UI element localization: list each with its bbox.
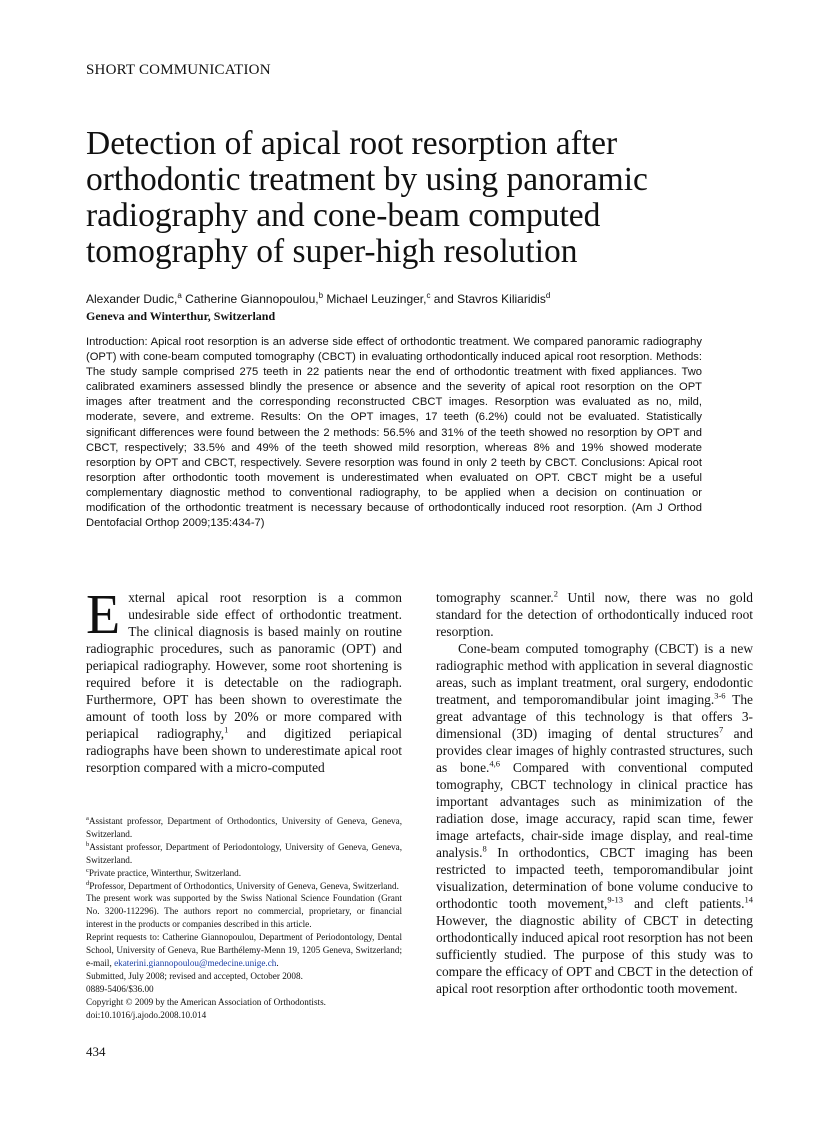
author-affiliation-mark: a: [177, 291, 182, 300]
citation: 7: [718, 724, 724, 735]
section-label: SHORT COMMUNICATION: [86, 62, 271, 78]
body-column-left: [86, 584, 402, 776]
title-line: orthodontic treatment by using panoramic: [86, 161, 648, 198]
funding-note: The present work was supported by the Swiss National Science Foundation (Grant No. 3200-112296). The authors report no commercial, proprietary, or financial interest in the products or companies described in this article.: [86, 893, 402, 930]
footnote-text: Assistant professor, Department of Orthodontics, University of Geneva, Geneva, Switzerland.: [86, 816, 402, 839]
text-run: Until now, there was no gold standard for the detection of orthodontically induced root resorption.: [436, 590, 754, 639]
text-run: xternal apical root resorption is a common undesirable side effect of orthodontic treatment. The clinical diagnosis is based mainly on routine radiographic procedures, such as panoramic (OPT) and periapical radiography. However, some root shortening is required before it is detectable on the radiograph. Furthermore, OPT has been shown to overestimate the amount of tooth loss by 20% or more compared with periapical radiography,: [86, 590, 402, 741]
footnote-mark: d: [86, 879, 90, 887]
text-run: Compared with conventional computed tomography, CBCT technology in clinical practice has important advantages such as minimization of the radiation dose, image accuracy, rapid scan time, fewer image artefacts, chair-side image display, and real-time analysis.: [436, 760, 753, 860]
text-run: However, the diagnostic ability of CBCT in detecting orthodontically induced apical root resorption has not been sufficiently studied. The purpose of this study was to compare the efficacy of OPT and CBCT in the detection of apical root resorption after orthodontic tooth movement.: [436, 913, 753, 996]
author-name: Michael Leuzinger,: [323, 292, 427, 306]
paragraph: [436, 589, 753, 640]
paragraph: [436, 640, 753, 997]
affiliation: Geneva and Winterthur, Switzerland: [86, 309, 276, 323]
footnote: [86, 815, 402, 841]
citation: 1: [224, 724, 229, 735]
text-run: In orthodontics, CBCT imaging has been restricted to impacted teeth, temporomandibular joint visualization, determination of bone volume conducive to orthodontic tooth movement,: [436, 845, 753, 911]
citation: 14: [744, 894, 753, 905]
footnote-mark: c: [86, 866, 89, 874]
abstract: Introduction: Apical root resorption is an adverse side effect of orthodontic treatment. We compared panoramic radiography (OPT) with cone-beam computed tomography (CBCT) in evaluating orthodontically induced apical root resorption. Methods: The study sample comprised 275 teeth in 22 patients near the end of orthodontic treatment with fixed appliances. Two calibrated examiners assessed blindly the presence or absence and the severity of apical root resorption on the OPT images after treatment and the corresponding reconstructed CBCT images. Resorption was evaluated as no, mild, moderate, severe, and extreme. Results: On the OPT images, 17 teeth (6.2%) could not be evaluated. Statistically significant differences were found between the 2 methods: 56.5% and 31% of the teeth showed no resorption by OPT and CBCT, respectively; 33.5% and 49% of the teeth showed mild resorption, whereas 8% and 19% showed moderate resorption by OPT and CBCT, respectively. Severe resorption was found in only 2 teeth by CBCT. Conclusions: Apical root resorption after orthodontic tooth movement is underestimated when evaluated on OPT. CBCT might be a useful complementary diagnostic method to conventional radiography, to be applied when a decision on continuation or modification of the orthodontic treatment is necessary because of orthodontically induced root resorption. (Am J Orthod Dentofacial Orthop 2009;135:434-7): [86, 336, 702, 530]
page-number: 434: [86, 1044, 106, 1059]
text-run: The great advantage of this technology is that offers 3-dimensional (3D) imaging of dental structures: [436, 692, 753, 741]
title-line: radiography and cone-beam computed: [86, 197, 601, 234]
footnote-text: Private practice, Winterthur, Switzerland.: [88, 867, 242, 878]
footnote: [86, 867, 402, 880]
author-name: Catherine Giannopoulou,: [181, 292, 319, 306]
body-column-right: [436, 589, 753, 997]
citation: 4,6: [489, 758, 501, 769]
author-name: and Stavros Kiliaridis: [430, 292, 546, 306]
issn: 0889-5406/$36.00: [86, 983, 154, 994]
citation: 2: [553, 588, 558, 599]
title-line: tomography of super-high resolution: [86, 233, 578, 270]
email-link[interactable]: ekaterini.giannopoulou@medecine.unige.ch: [114, 957, 277, 968]
footnote: [86, 880, 402, 893]
author-name: Alexander Dudic,: [86, 292, 178, 306]
footnote-text: Reprint requests to: Catherine Giannopoulou, Department of Periodontology, Dental School, University of Geneva, Rue Barthélemy-Menn 19, 1205 Geneva, Switzerland; e-mail,: [86, 932, 402, 968]
citation: 9-13: [607, 894, 623, 905]
doi: doi:10.1016/j.ajodo.2008.10.014: [86, 1009, 207, 1020]
footnote-mark: a: [86, 814, 89, 822]
text-run: and digitized periapical radiographs have been shown to underestimate apical root resorption compared with a micro-computed: [86, 726, 402, 775]
author-affiliation-mark: c: [426, 291, 431, 300]
title-line: Detection of apical root resorption after: [86, 125, 618, 162]
footnote-text: Assistant professor, Department of Periodontology, University of Geneva, Geneva, Switzerland.: [86, 841, 402, 865]
footnote-text: Professor, Department of Orthodontics, University of Geneva, Geneva, Switzerland.: [89, 880, 399, 891]
citation: 8: [482, 843, 487, 854]
drop-cap: E: [86, 584, 121, 646]
text-run: and cleft patients.: [622, 896, 745, 911]
footnote-text: .: [276, 957, 279, 968]
footnote-mark: b: [86, 840, 90, 848]
text-run: tomography scanner.: [436, 590, 554, 605]
reprint-note: [86, 931, 402, 970]
intro-paragraph: [86, 584, 402, 776]
copyright: Copyright © 2009 by the American Association of Orthodontists.: [86, 996, 326, 1007]
text-run: Cone-beam computed tomography (CBCT) is a new radiographic method with application in several diagnostic areas, such as implant treatment, oral surgery, endodontic treatment, and temporomandibular joint imaging.: [436, 641, 753, 707]
author-affiliation-mark: b: [318, 291, 324, 300]
author-affiliation-mark: d: [545, 291, 551, 300]
citation: 3-6: [714, 690, 726, 701]
text-run: and provides clear images of highly contrasted structures, such as bone.: [436, 726, 753, 775]
article-title: [86, 126, 746, 270]
footnotes: [86, 815, 402, 1022]
submission-dates: Submitted, July 2008; revised and accepted, October 2008.: [86, 970, 303, 981]
author-list: [86, 292, 726, 306]
footnote: [86, 841, 402, 867]
